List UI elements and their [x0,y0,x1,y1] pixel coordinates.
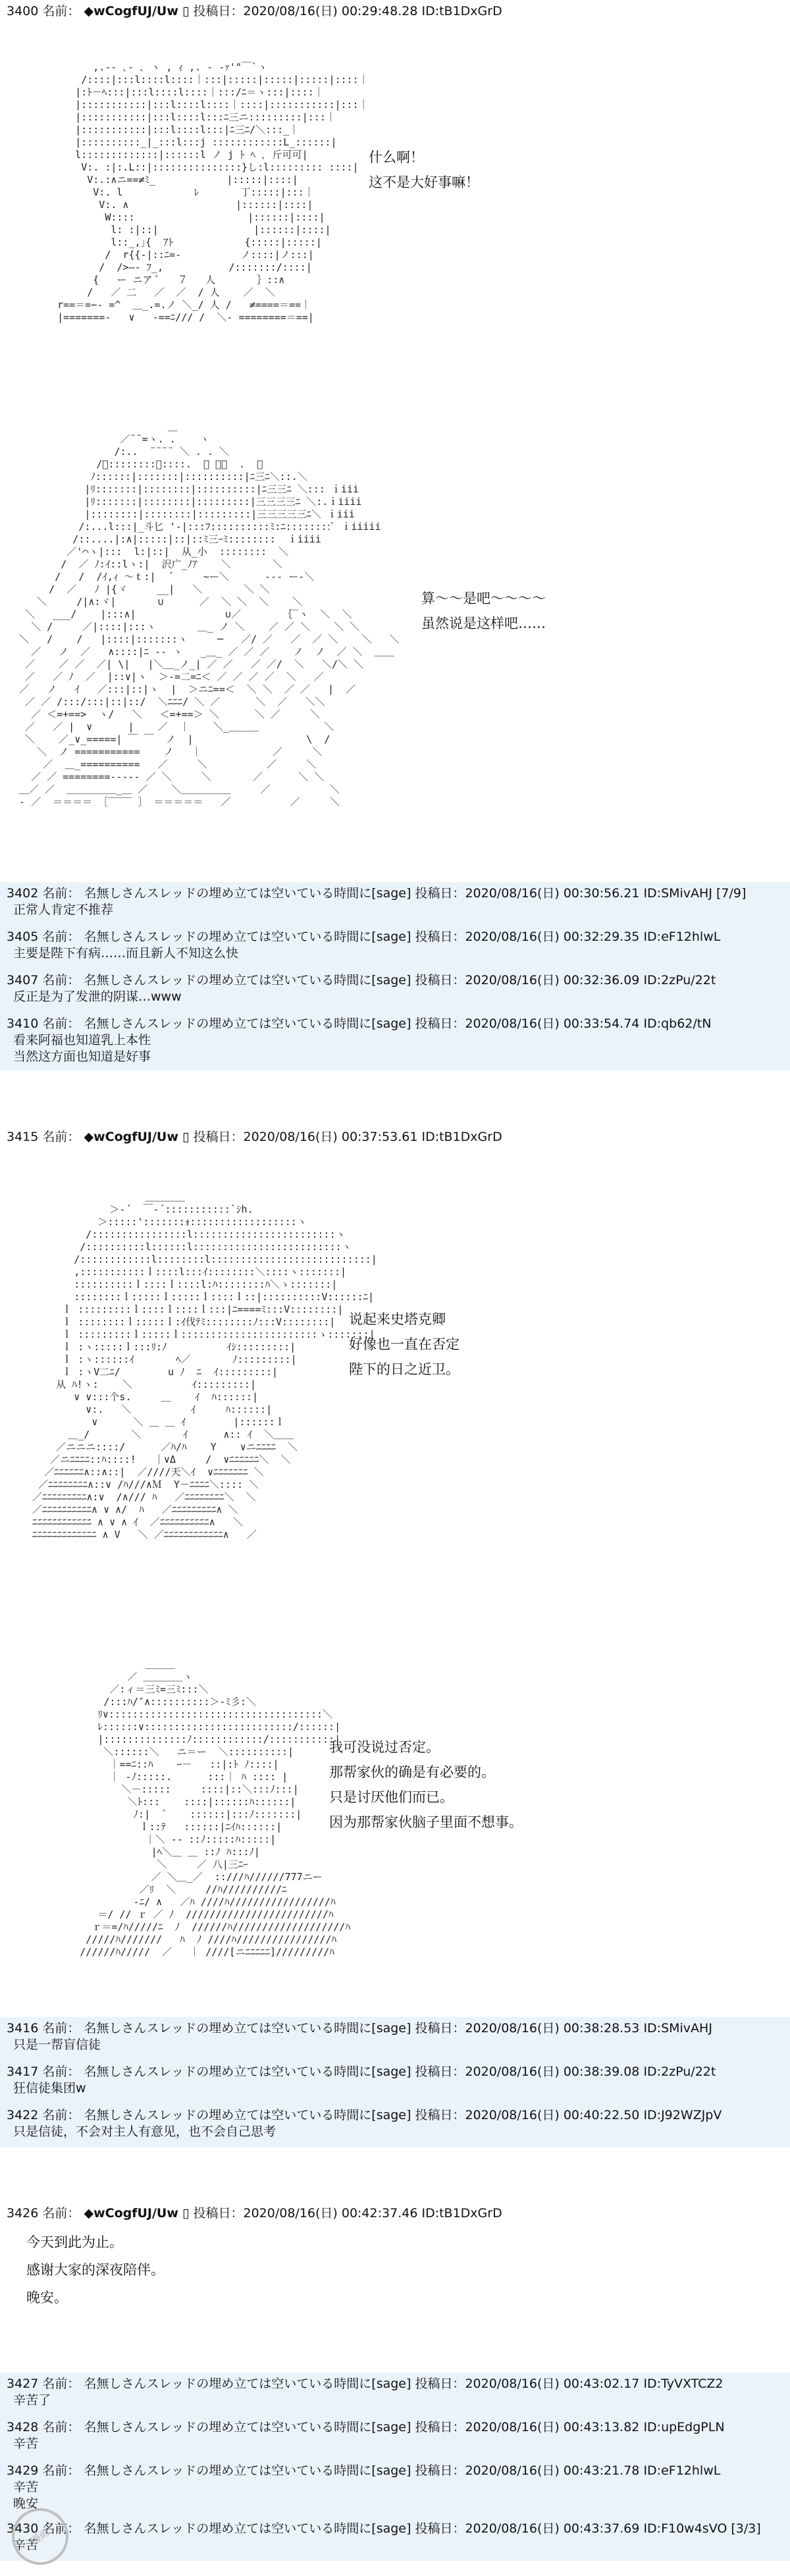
poster-id: ID:upEdgPLN [643,2420,725,2434]
post-number[interactable]: 3427 [7,2377,39,2391]
speech-line: 陛下的日之近卫。 [349,1361,460,1377]
post-3402 [0,882,790,926]
post-header [7,2063,783,2080]
poster-id: ID:J92WZJpV [643,2108,722,2122]
speech-line: 那帮家伙的确是有必要的。 [329,1764,495,1780]
post-number[interactable]: 3415 [7,1130,39,1144]
post-date: 投稿日：2020/08/16(日) 00:40:22.50 [415,2108,640,2122]
poster-id: ID:tB1DxGrD [421,2206,502,2221]
name-label: 名前： [42,2108,80,2122]
speech-3400 [369,145,479,195]
poster-name: 名無しさんスレッドの埋め立ては空いている時間に[sage] [84,973,411,987]
ascii-art-figure-1: ,.-‐ ､‐ ､ ヽ , ｨ ,. ‐ -ｧ'"￣`ヽ /::::|:::l::::l::::｜:::|:::::|:::::|:::::|::::｜ |:ﾄ－ﾍ:::|:::l::::l::::｜:::/ﾆ＝ヽ:::|::::｜ |:::::::::::|:::l::::l::::｜::::|:::::::::::|:::｜ |:::::::::::|:::l::::l:::ﾆ三ニ:::::::::|:::｜ |:::::::::::|:::l::::l:::|ﾆ三ﾆ/＼:::_｜ |::::::::::_|_:::l:::j ::::::::::::L_::::::| l:::::::::::::|::::::l ノ j ﾄ ﾍ ､ 斤可可| V:. :|:.L::|:::::::::::::::}し:l::::::::: ::::| V:.:∧ニ==≠ﾐ_ |:::::|::::| V:. l ﾚ 丁:::::|:::｜ V:. ∧ |::::::|::::| W:::: |::::::|::::| l: :|::| |::::::|::::| l::_,｣{ ｱﾄ {:::::|:::::| / r{{-|::ﾆ=- ノ::::|ノ:::| / />—- ﾌ_, /:::::::/::::| { ー ニア ﾞ ７ 人 ｝::∧ / ／ 二 ／ ／ / 人 ／ ＼ r==＝=−‐ =^ ＿_.=.ノ ＼_/ 人 / ≠====＝==｜ |=======- ∨ -==ﾆ/// / ＼‐ ========＝==| [57,61,369,323]
poster-id: ID:SMivAHJ [7/9] [643,886,747,901]
post-number[interactable]: 3400 [7,4,39,18]
name-label: 名前： [42,2521,80,2536]
post-header [7,972,783,989]
post-header [7,3,783,20]
post-date: 投稿日：2020/08/16(日) 00:43:37.69 [415,2521,640,2536]
post-header [7,1015,783,1032]
post-body: 辛苦 [13,2538,39,2552]
poster-name: 名無しさんスレッドの埋め立ては空いている時間に[sage] [84,2377,411,2391]
poster-id: ID:2zPu/22t [643,973,716,987]
post-3407 [0,969,790,1012]
name-label: 名前： [42,4,80,18]
name-label: 名前： [42,2064,80,2079]
poster-trip: ◆wCogfUJ/Uw [84,1130,178,1144]
poster-name: 名無しさんスレッドの埋め立ては空いている時間に[sage] [84,2420,411,2434]
ascii-art-figure-2: ＿ ／¨¨=ヽ. . ヽ /:.. ¨¨¨¨ ＼ . . ＼ /ﾞ::::::::ﾞ::::. ＼ ＼＼ . ＼ ﾉ::::::|:::::::|::::::::::|ﾆ三ﾆ＼::.＼ |ﾘ:::::::|::::::::|::::::::::|ﾆ三三ﾆ ＼::: ｉiii |ﾘ:::::::|::::::::|:::::::::|三三三三ﾆ ＼:.ｉiiii |::::::::|::::::::|:::::::::|三三三三三ﾆ＼ ｉiii /:...l:::|_斗匕 '‐|:::ﾌ::::::::::ﾐ:ﾆ::::::::ﾞ ｉiiiii /::....|:∧|:::::|::|::ﾐ三ｰﾐ:::::::: ｉiiii ／'⌒ヽ|::: l:|::| 从_小 :::::::: ＼ / ／ ﾉ:ｲ::lヽ:| 沢广_ﾉｱ ＼ ＼ / / /ｲ,ｨ ～ｔ:| ´ ~ー＼ ‐‐‐ ー‐＼ / ／ ﾉ |{ヾ __| ＼ ＼ ＼ ＼ /|∧:ヾ| ∪ ／ ＼ ＼ ＼ ＼ ＼ ___/ |:::∧| ∪／ ｛‾ヽ ＼ ＼ ＼ / ／|::::|:::ヽ ＿_ ノ ＼ ／ ／ ＼ ＼ ＼ ＼ / / |::::|:::::::ヽ ─ ／/ ／ ／ ／ ＼ ＼ ＼ ／ ノ ／ ∧::::|ﾆ ‐- ヽ _＿_ ／ ／ ／ ノ ノ ／ ＼ ＿＿ ／ ／ ／ ／| \| |＼＿_ノ_| ／ ／ ／ ／/ ＼ ＼/＼ ＼ ／ ／ ﾉ ／ |::∨|ヽ ＞‐=二=ﾆ＜ ／ ／ ／ ／ ＼ ／ ／ ノ ｲ ／:::|::|ヽ | ＞ニﾆ==＜ ＼ ＼ ／ ／ | ／ ／ ／ /:::/:::|::|::/ ＼ﾆﾆﾆ/ ＼ ／ ＼ ／ ＼＼ ／ ＜=+==> ヽ/ ＼ ＜=+==＞ ＼ ＼ ／ ＼ ／ ／ | ∨ | ／ ｜ ＼_＿＿＿ ＼ ＼ ／_∨_=====| ￣ ￣ ノ | \ / ＼ ノ =========== ノ ｜ ／ ＼ ／ ＿_========== ／ ＼ ／ ＼ ／ ／ ========-‐‐‐‐ ／ ＼ ＼ ／ ＼ ＼ ＿／ ／ ＿＿＿＿＿_＿ ／ ＼＿＿＿＿＿ ／ ＼ ‐ ／ ＝＝＝＝ ［‾‾‾‾ ］ ＝＝＝＝＝ ／ ／ ＼ [19,421,400,808]
post-header [7,928,783,945]
post-date: 投稿日：2020/08/16(日) 00:29:48.28 [193,4,418,18]
poster-name: 名無しさんスレッドの埋め立ては空いている時間に[sage] [84,2064,411,2079]
post-3417 [0,2061,790,2104]
post-body: 看来阿福也知道乳上本性 [13,1033,151,1047]
speech-3415-b [329,1735,523,1835]
post-header [7,2462,783,2479]
post-number[interactable]: 3429 [7,2463,39,2478]
post-3405 [0,926,790,969]
poster-id: ID:tB1DxGrD [421,4,502,18]
post-number[interactable]: 3410 [7,1016,39,1031]
post-3410 [0,1012,790,1070]
post-date: 投稿日：2020/08/16(日) 00:43:13.82 [415,2420,640,2434]
speech-line: 这不是大好事嘛！ [369,174,479,190]
post-number[interactable]: 3405 [7,930,39,944]
mail-icon: ▯ [182,1130,190,1144]
post-body: 辛苦 [13,2480,39,2494]
speech-3400-b [421,586,546,636]
poster-name: 名無しさんスレッドの埋め立ては空いている時間に[sage] [84,1016,411,1031]
post-3416 [0,2017,790,2061]
post-date: 投稿日：2020/08/16(日) 00:43:21.78 [415,2463,640,2478]
post-body: 主要是陛下有病……而且新人不知这么快 [13,946,239,960]
post-number[interactable]: 3417 [7,2064,39,2079]
name-label: 名前： [42,973,80,987]
poster-id: ID:TyVXTCZ2 [643,2377,724,2391]
post-body: 狂信徒集团w [13,2081,86,2095]
name-label: 名前： [42,2420,80,2434]
post-date: 投稿日：2020/08/16(日) 00:43:02.17 [415,2377,640,2391]
post-header [7,885,783,902]
post-number[interactable]: 3430 [7,2521,39,2536]
speech-line: 因为那帮家伙脑子里面不想事。 [329,1814,523,1830]
mail-icon: ▯ [182,2206,190,2221]
post-header [7,1128,783,1145]
post-number[interactable]: 3426 [7,2206,39,2221]
post-number[interactable]: 3402 [7,886,39,901]
poster-id: ID:eF12hlwL [643,2463,721,2478]
speech-line: 算～～是吧～～～～ [421,591,546,606]
post-header [7,2020,783,2037]
ascii-art-figure-3: ＿＿＿＿ ＞‐´ ￣‐´:::::::::::`ｼh. ＞:::::':::::::ｫ::::::::::::::::::ヽ /::::::::::::::::l::::::::::::::::::::::::ヽ /::::::::::l::::::l:::::::::::::::::::::::::ヽ /::::::::::::l::::::::l:::::::::::::::::::::::::::| ,:::::::::::ｌ::::l:::ｲ::::::::＼::::ヽ:::::::| ::::::::::ｌ::::ｌ::::l:ﾊ::::::::ﾊ＼ゝ:::::::| ::::::::ｌ:::::ｌ:::::ｌ::::ｌ::|::::::::::V::::::ﾆ| ｌ :::::::::ｌ::::ｌ::::ｌ:::|ﾆ====ﾐ:::V::::::::| ｌ ::::::::ｌ:::::ｌ:ｲ伐ﾃﾐ::::::::ﾉ:::V::::::::| ｌ :::::::::ｌ:::::ｌ:::::::::::::::::::::::ゝ:::::::| ｌ :ヽ:::::ｌ:::ﾘ:ﾉ ｲｼ:::::::::| ｌ :ヽ::::::ｲ ﾍ／ ﾉ:::::::::| ｌ :ヽV二ﾆ/ u ﾉ ﾆ ｲ:::::::::| 从 ﾊ!ヽ: ＼ ｲ:::::::::| ∨ ∨:::个s. ＿ ｲ ﾊ::::::| ∨:. ＼ ｲ ﾊ::::::| ∨ ＼ ＿ ＿ ｲ |::::::ｌ ＿_/ ＼ ｲ ∧:: ｲ ＼＿＿ ／ニニニ::::/ ／ﾊ/ﾊ Y ∨ニﾆﾆﾆﾆ ＼ ／ニﾆﾆﾆﾆ::ﾊ::::! ｜∨Δ / ∨ﾆﾆﾆﾆﾆﾆ＼ ＼ ／ﾆﾆﾆﾆﾆﾆ∧::∧::| ／////天＼ｲ ∨ﾆﾆﾆﾆﾆﾆﾆ ＼ ／ﾆﾆﾆﾆﾆﾆﾆﾆ∧::∨ /ﾊ///∧Ｍ Y－ﾆﾆﾆﾆ＼:::: ＼ ／ﾆﾆﾆﾆﾆﾆﾆﾆﾆ∧:∨ /∧/// ﾊ ／ﾆﾆﾆﾆﾆﾆﾆﾆ＼ ＼ ／ﾆﾆﾆﾆﾆﾆﾆﾆﾆﾆ∧ ∨ ∧/ ﾊ ／ﾆﾆﾆﾆﾆﾆﾆﾆﾆ∧ ＼ ﾆﾆﾆﾆﾆﾆﾆﾆﾆﾆﾆﾆ ∧ ∨ ∧ ｲ ／ﾆﾆﾆﾆﾆﾆﾆﾆﾆﾆ∧ ＼ ﾆﾆﾆﾆﾆﾆﾆﾆﾆﾆﾆﾆﾆ ∧ V ＼ ／ﾆﾆﾆﾆﾆﾆﾆﾆﾆﾆﾆﾆ∧ ／ [32,1191,377,1540]
post-body: 晚安。 [26,2290,68,2305]
speech-line: 什么啊！ [369,149,424,165]
ascii-art-figure-4: ＿＿＿ ／ ＿＿＿＿ヽ ／:ィ＝三ﾐ=三ﾐ:::＼ /:::ﾊ/″∧::::::::::＞-ﾐ彡:＼ ﾘ∨::::::::::::::::::::::::::::::::::::＼ ﾚ::::::∨:::::::::::::::::::::::::/::::::| |::::::::::::::ﾉ::::::::::::/:::::::::::| ＼::::::＼ ニ＝ー ＼::::::::::| ｜==ﾆ::ﾊ ｰ－ ::|:ﾄ ﾉ::::| ｜ -ﾉ:::::. :::｜ ﾊ :::: | ＼－::::: ::::|::＼:::ﾉ:::| ＼ﾄ::: ::::|::::::ﾊ::::::| ﾉ:| ゛ ::::::|:::ﾉ:::::::| ｌ::ﾃ ::::::|ﾆｲﾊ::::::| ｜＼ ‐- ::ﾉ:::::ﾊ:::::| |ﾍ＼＿ ＿ ::ﾉ ﾊ:::ﾉ| ＼ ／ 八|三ﾆｰ ／ ＼＿_／ ::///ﾊ//////777ニー ／ﾘ ＼ //ﾊ//////////ﾆ -ﾆ/ ∧ ／ﾊ ////ﾊ/////////////////ﾊ ＝/ // ｒ ／ ﾉ ////////////////////////ﾊ ｒ＝=/ﾊ/////ﾆ ﾉ //////ﾊ///////////////////ﾊ /////ﾊ/////// ﾊ ﾉ ////ﾊ////////////////ﾊ //////ﾊ///// ／ ｜ ////[ニﾆﾆﾆﾆﾆ]/////////ﾊ [80,1658,350,1958]
name-label: 名前： [42,930,80,944]
post-header [7,2205,783,2222]
poster-name: 名無しさんスレッドの埋め立ては空いている時間に[sage] [84,2021,411,2036]
speech-line: 只是讨厌他们而已。 [329,1789,454,1805]
post-header [7,2375,783,2392]
poster-id: ID:tB1DxGrD [421,1130,502,1144]
poster-id: ID:2zPu/22t [643,2064,716,2079]
poster-name: 名無しさんスレッドの埋め立ては空いている時間に[sage] [84,2463,411,2478]
poster-name: 名無しさんスレッドの埋め立ては空いている時間に[sage] [84,2521,411,2536]
post-date: 投稿日：2020/08/16(日) 00:42:37.46 [193,2206,418,2221]
post-date: 投稿日：2020/08/16(日) 00:33:54.74 [415,1016,640,1031]
poster-id: ID:SMivAHJ [643,2021,712,2036]
post-body: 感谢大家的深夜陪伴。 [26,2262,165,2278]
post-date: 投稿日：2020/08/16(日) 00:37:53.61 [193,1130,418,1144]
name-label: 名前： [42,2463,80,2478]
post-3426 [0,2202,790,2314]
poster-trip: ◆wCogfUJ/Uw [84,4,178,18]
post-body: 只是一帮盲信徒 [13,2037,101,2052]
speech-line: 说起来史塔克卿 [349,1311,446,1327]
post-body: 辛苦了 [13,2393,51,2407]
speech-3415 [349,1307,460,1382]
watermark-logo: 漫画 [1,2497,80,2576]
poster-name: 名無しさんスレッドの埋め立ては空いている時間に[sage] [84,886,411,901]
poster-id: ID:F10w4sVO [3/3] [643,2521,761,2536]
name-label: 名前： [42,1016,80,1031]
post-body: 当然这方面也知道是好事 [13,1049,151,1064]
speech-line: 虽然说是这样吧…… [421,616,546,631]
post-number[interactable]: 3416 [7,2021,39,2036]
post-number[interactable]: 3407 [7,973,39,987]
post-header [7,2520,783,2537]
speech-line: 我可没说过否定。 [329,1739,440,1755]
mail-icon: ▯ [182,4,190,18]
name-label: 名前： [42,886,80,901]
poster-name: 名無しさんスレッドの埋め立ては空いている時間に[sage] [84,930,411,944]
post-body: 正常人肯定不推荐 [13,903,114,917]
post-3427 [0,2373,790,2416]
post-body: 只是信徒，不会对主人有意见，也不会自己思考 [13,2124,276,2139]
post-header [7,2419,783,2436]
post-body: 反正是为了发泄的阴谋…www [13,989,182,1004]
name-label: 名前： [42,2206,80,2221]
post-body: 晚安 [13,2496,39,2511]
post-3415 [0,1126,790,1148]
poster-id: ID:eF12hlwL [643,930,721,944]
post-body: 辛苦 [13,2436,39,2451]
post-3429 [0,2459,790,2517]
post-number[interactable]: 3428 [7,2420,39,2434]
name-label: 名前： [42,2377,80,2391]
post-date: 投稿日：2020/08/16(日) 00:38:39.08 [415,2064,640,2079]
speech-line: 好像也一直在否定 [349,1336,460,1352]
post-date: 投稿日：2020/08/16(日) 00:30:56.21 [415,886,640,901]
post-date: 投稿日：2020/08/16(日) 00:32:29.35 [415,930,640,944]
poster-name: 名無しさんスレッドの埋め立ては空いている時間に[sage] [84,2108,411,2122]
post-header [7,2107,783,2124]
name-label: 名前： [42,2021,80,2036]
post-date: 投稿日：2020/08/16(日) 00:38:28.53 [415,2021,640,2036]
post-3428 [0,2416,790,2459]
poster-id: ID:qb62/tN [643,1016,712,1031]
name-label: 名前： [42,1130,80,1144]
post-3400 [0,0,790,22]
poster-trip: ◆wCogfUJ/Uw [84,2206,178,2221]
post-3430 [0,2517,790,2561]
post-number[interactable]: 3422 [7,2108,39,2122]
post-body: 今天到此为止。 [26,2234,123,2250]
post-date: 投稿日：2020/08/16(日) 00:32:36.09 [415,973,640,987]
post-3422 [0,2104,790,2147]
